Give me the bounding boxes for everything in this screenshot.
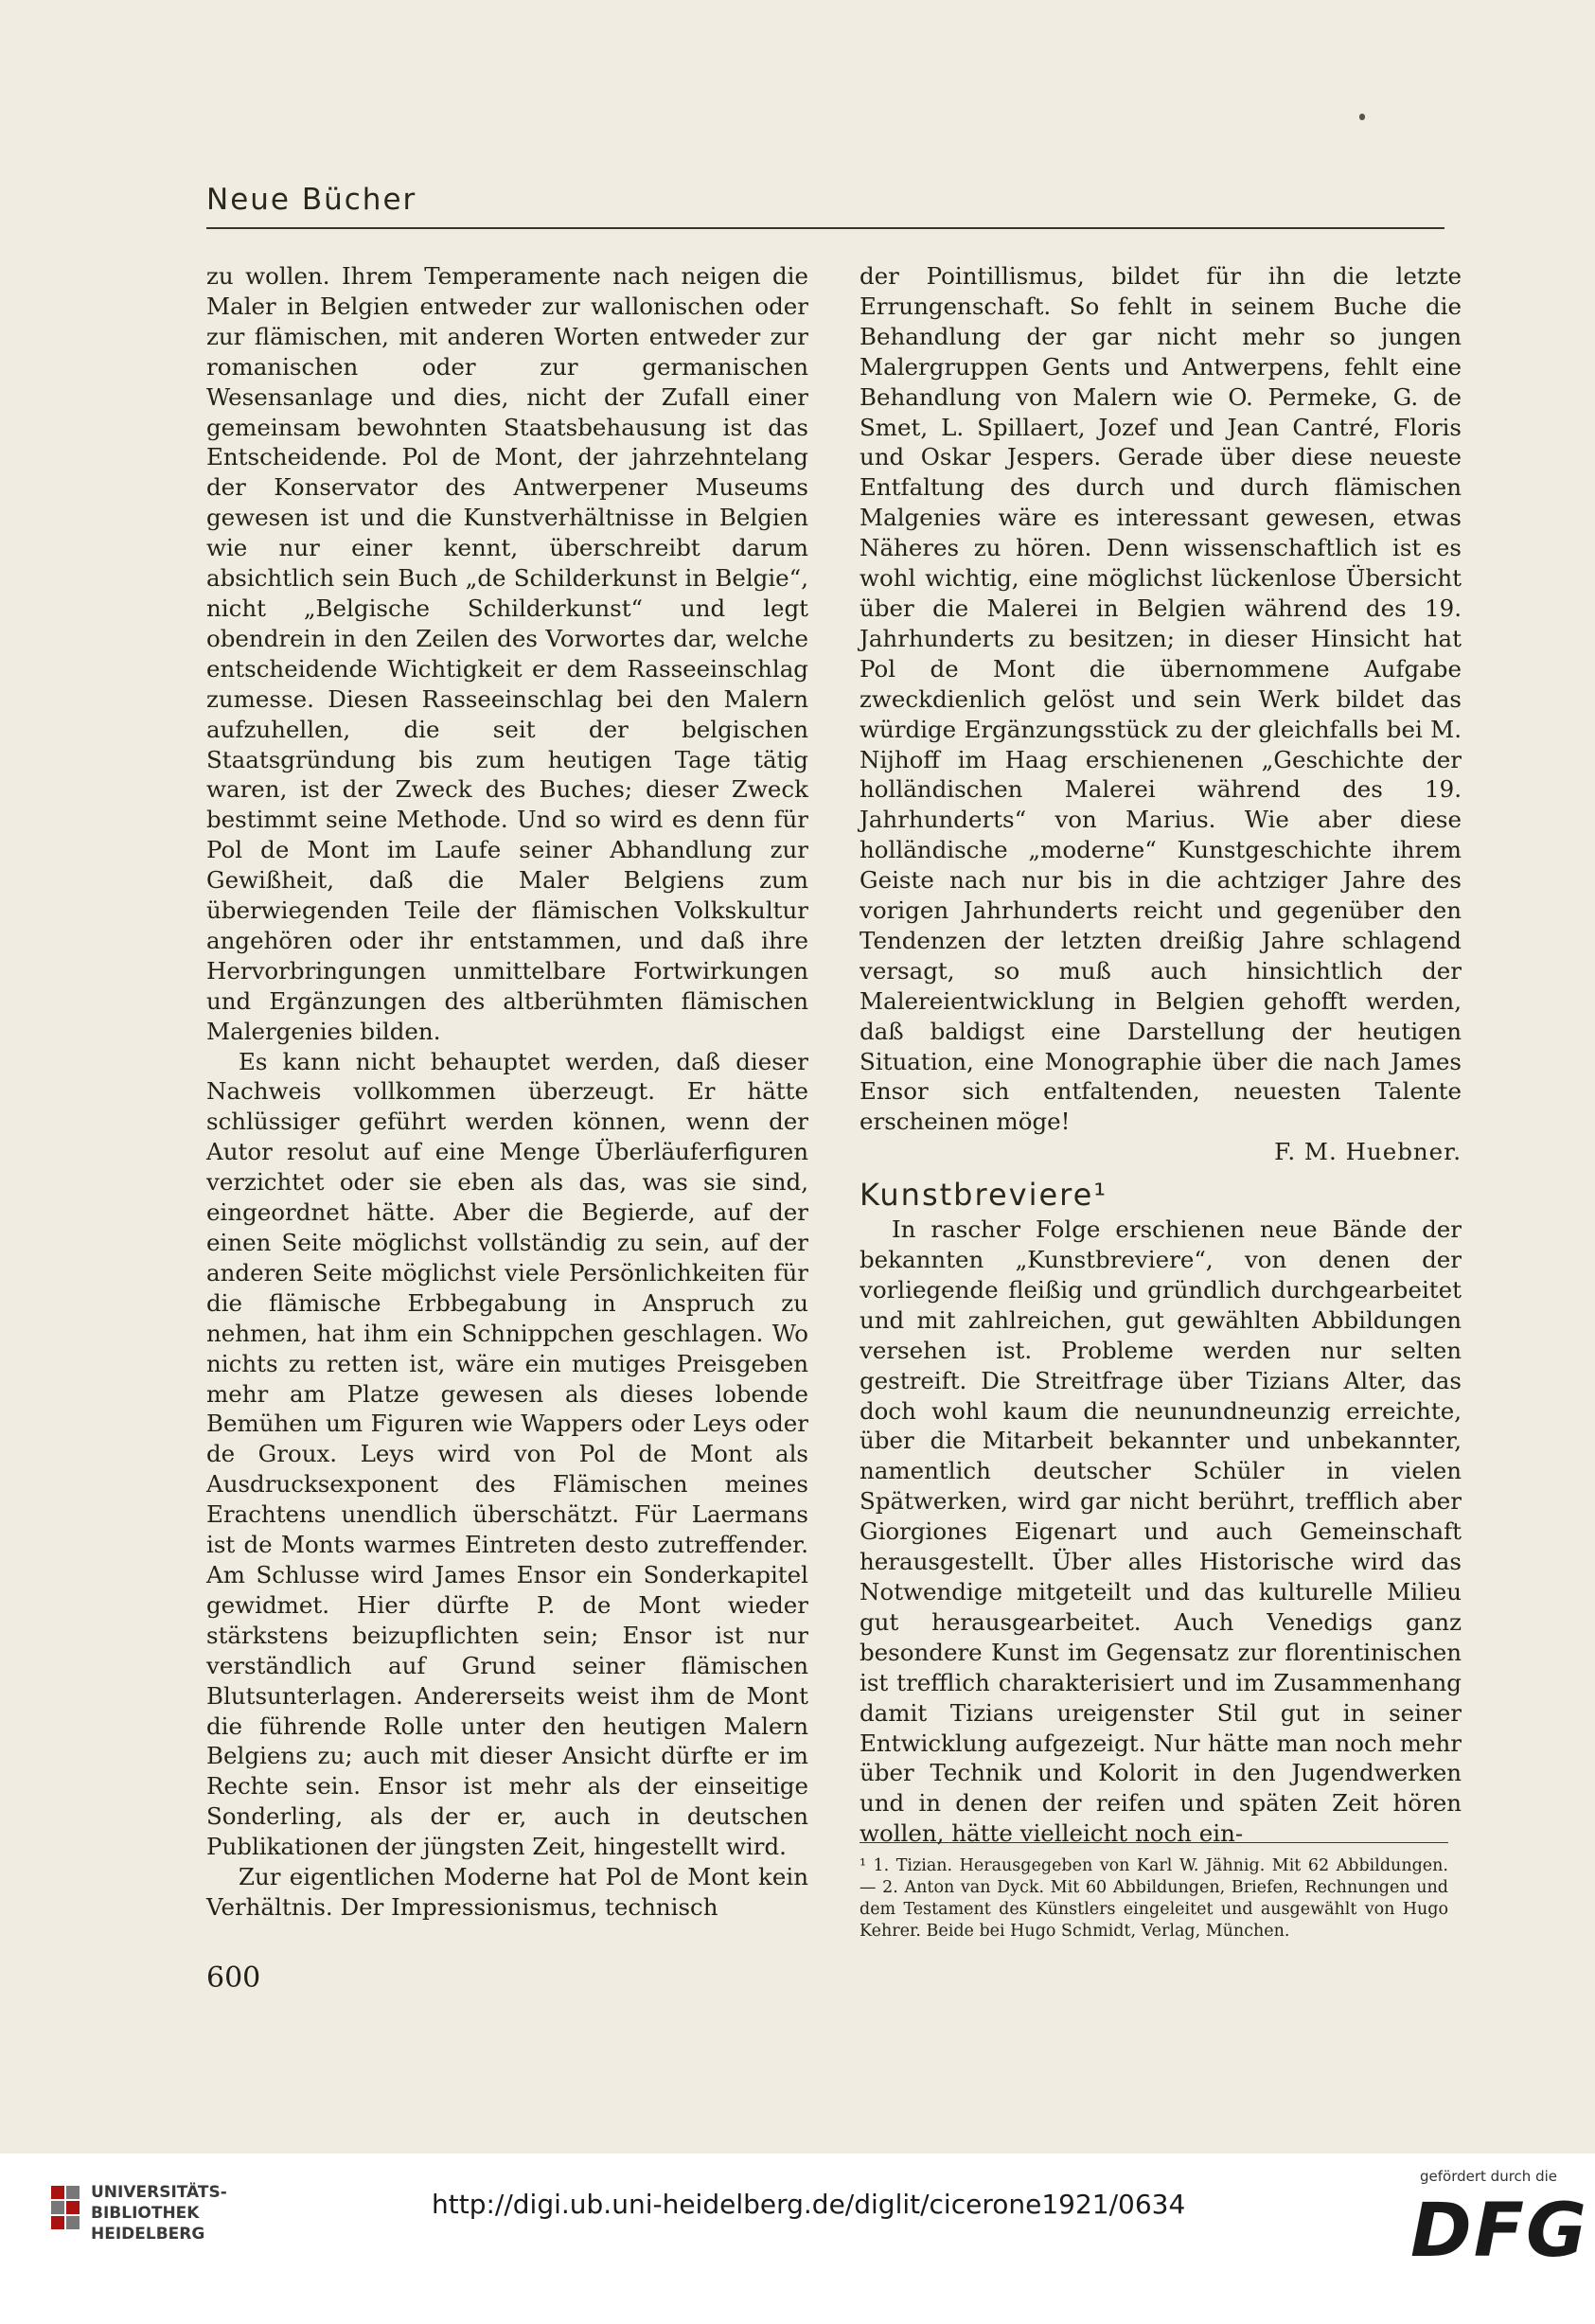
running-header: Neue Bücher [206,183,417,217]
dfg-logo: DFG [1410,2189,1589,2274]
page-number: 600 [206,1961,261,1995]
header-rule [206,227,1444,229]
paragraph: Zur eigentlichen Moderne hat Pol de Mont kein Verhältnis. Der Impressionismus, technisch [206,1863,808,1921]
footnote: ¹ 1. Tizian. Herausgegeben von Karl W. Jähnig. Mit 62 Abbildungen. — 2. Anton van Dyck. Mit 60 Abbildungen, Briefen, Rechnungen und dem Testament des Künstlers eingeleitet und ausgewählt von Hugo Kehrer. Beide bei Hugo Schmidt, Verlag, München. [860,1856,1448,1941]
left-column [206,261,808,1923]
section-heading: Kunstbreviere¹ [860,1177,1108,1214]
logo-line: BIBLIOTHEK [91,2204,200,2223]
ink-spot [1359,114,1365,120]
paragraph: In rascher Folge erschienen neue Bände der bekannten „Kunstbreviere“, von denen der vorliegende fleißig und gründlich durchgearbeitet und mit zahlreichen, gut gewählten Abbildungen versehen ist. Probleme werden nur selten gestreift. Die Streitfrage über Tizians Alter, das doch wohl kaum die neunundneunzig erreichte, über die Mitarbeit bekannter und unbekannter, namentlich deutscher Schüler in vielen Spätwerken, wird gar nicht berührt, trefflich aber Giorgiones Eigenart und auch Gemeinschaft herausgestellt. Über alles Historische wird das Notwendige mitgeteilt und das kulturelle Milieu gut herausgearbeitet. Auch Venedigs ganz besondere Kunst im Gegensatz zur florentinischen ist trefflich charakterisiert und im Zusammenhang damit Tizians ureigenster Stil gut in seiner Entwicklung aufgezeigt. Nur hätte man noch mehr über Technik und Kolorit in den Jugendwerken und in denen der reifen und späten Zeit hören wollen, hätte vielleicht noch ein- [860,1215,1462,1848]
right-column [860,261,1462,1849]
permalink[interactable]: http://digi.ub.uni-heidelberg.de/diglit/cicerone1921/0634 [432,2189,1186,2220]
viewer-footer [0,2154,1595,2324]
university-seal-icon [47,2182,85,2239]
paragraph: zu wollen. Ihrem Temperamente nach neigen die Maler in Belgien entweder zur wallonischen oder zur flämischen, mit anderen Worten entweder zur romanischen oder zur germanischen Wesensanlage und dies, nicht der Zufall einer gemeinsam bewohnten Staatsbehausung ist das Entscheidende. Pol de Mont, der jahrzehntelang der Konservator des Antwerpener Museums gewesen ist und die Kunstverhältnisse in Belgien wie nur einer kennt, überschreibt darum absichtlich sein Buch „de Schilderkunst in Belgie“, nicht „Belgische Schilderkunst“ und legt obendrein in den Zeilen des Vorwortes dar, welche entscheidende Wichtigkeit er dem Rasseeinschlag zumesse. Diesen Rasseeinschlag bei den Malern aufzuhellen, die seit der belgischen Staatsgründung bis zum heutigen Tage tätig waren, ist der Zweck des Buches; dieser Zweck bestimmt seine Methode. Und so wird es denn für Pol de Mont im Laufe seiner Abhandlung zur Gewißheit, daß die Maler Belgiens zum überwiegenden Teile der flämischen Volkskultur angehören oder ihr entstammen, und daß ihre Hervorbringungen unmittelbare Fortwirkungen und Ergänzungen des altberühmten flämischen Malergenies bilden. [206,262,808,1045]
library-logo-text [91,2182,227,2244]
logo-line: HEIDELBERG [91,2225,205,2244]
author-signature: F. M. Huebner. [1274,1138,1462,1166]
footnote-rule [860,1842,1448,1843]
paragraph: der Pointillismus, bildet für ihn die letzte Errungenschaft. So fehlt in seinem Buche die Behandlung der gar nicht mehr so jungen Malergruppen Gents und Antwerpens, fehlt eine Behandlung von Malern wie O. Permeke, G. de Smet, L. Spillaert, Jozef und Jean Cantré, Floris und Oskar Jespers. Gerade über diese neueste Entfaltung des durch und durch flämischen Malgenies wäre es interessant gewesen, etwas Näheres zu hören. Denn wissenschaftlich ist es wohl wichtig, eine möglichst lückenlose Übersicht über die Malerei in Belgien während des 19. Jahrhunderts zu besitzen; in dieser Hinsicht hat Pol de Mont die übernommene Aufgabe zweckdienlich gelöst und sein Werk bildet das würdige Ergänzungsstück zu der gleichfalls bei M. Nijhoff im Haag erschienenen „Geschichte der holländischen Malerei während des 19. Jahrhunderts“ von Marius. Wie aber diese holländische „moderne“ Kunstgeschichte ihrem Geiste nach nur bis in die achtziger Jahre des vorigen Jahrhunderts reicht und gegenüber den Tendenzen der letzten dreißig Jahre schlagend versagt, so muß auch hinsichtlich der Malereientwicklung in Belgien gehofft werden, daß baldigst eine Darstellung der heutigen Situation, eine Monographie über die nach James Ensor sich entfaltenden, neuesten Talente erscheinen möge! [860,262,1462,1136]
logo-line: UNIVERSITÄTS- [91,2183,227,2202]
funding-caption: gefördert durch die [1420,2168,1557,2185]
paragraph: Es kann nicht behauptet werden, daß dieser Nachweis vollkommen überzeugt. Er hätte schlüssiger geführt werden können, wenn der Autor resolut auf eine Menge Überläuferfiguren verzichtet oder sie eben als das, was sie sind, eingeordnet hätte. Aber die Begierde, auf der einen Seite möglichst vollständig zu sein, auf der anderen Seite möglichst viele Persönlichkeiten für die flämische Erbbegabung in Anspruch zu nehmen, hat ihm ein Schnippchen geschlagen. Wo nichts zu retten ist, wäre ein mutiges Preisgeben mehr am Platze gewesen als dieses lobende Bemühen um Figuren wie Wappers oder Leys oder de Groux. Leys wird von Pol de Mont als Ausdrucksexponent des Flämischen meines Erachtens unendlich überschätzt. Für Laermans ist de Monts warmes Eintreten desto zutreffender. Am Schlusse wird James Ensor ein Sonderkapitel gewidmet. Hier dürfte P. de Mont wieder stärkstens beizupflichten sein; Ensor ist nur verständlich auf Grund seiner flämischen Blutsunterlagen. Andererseits weist ihm de Mont die führende Rolle unter den heutigen Malern Belgiens zu; auch mit dieser Ansicht dürfte er im Rechte sein. Ensor ist mehr als der einseitige Sonderling, als der er, auch in deutschen Publikationen der jüngsten Zeit, hingestellt wird. [206,1047,808,1861]
